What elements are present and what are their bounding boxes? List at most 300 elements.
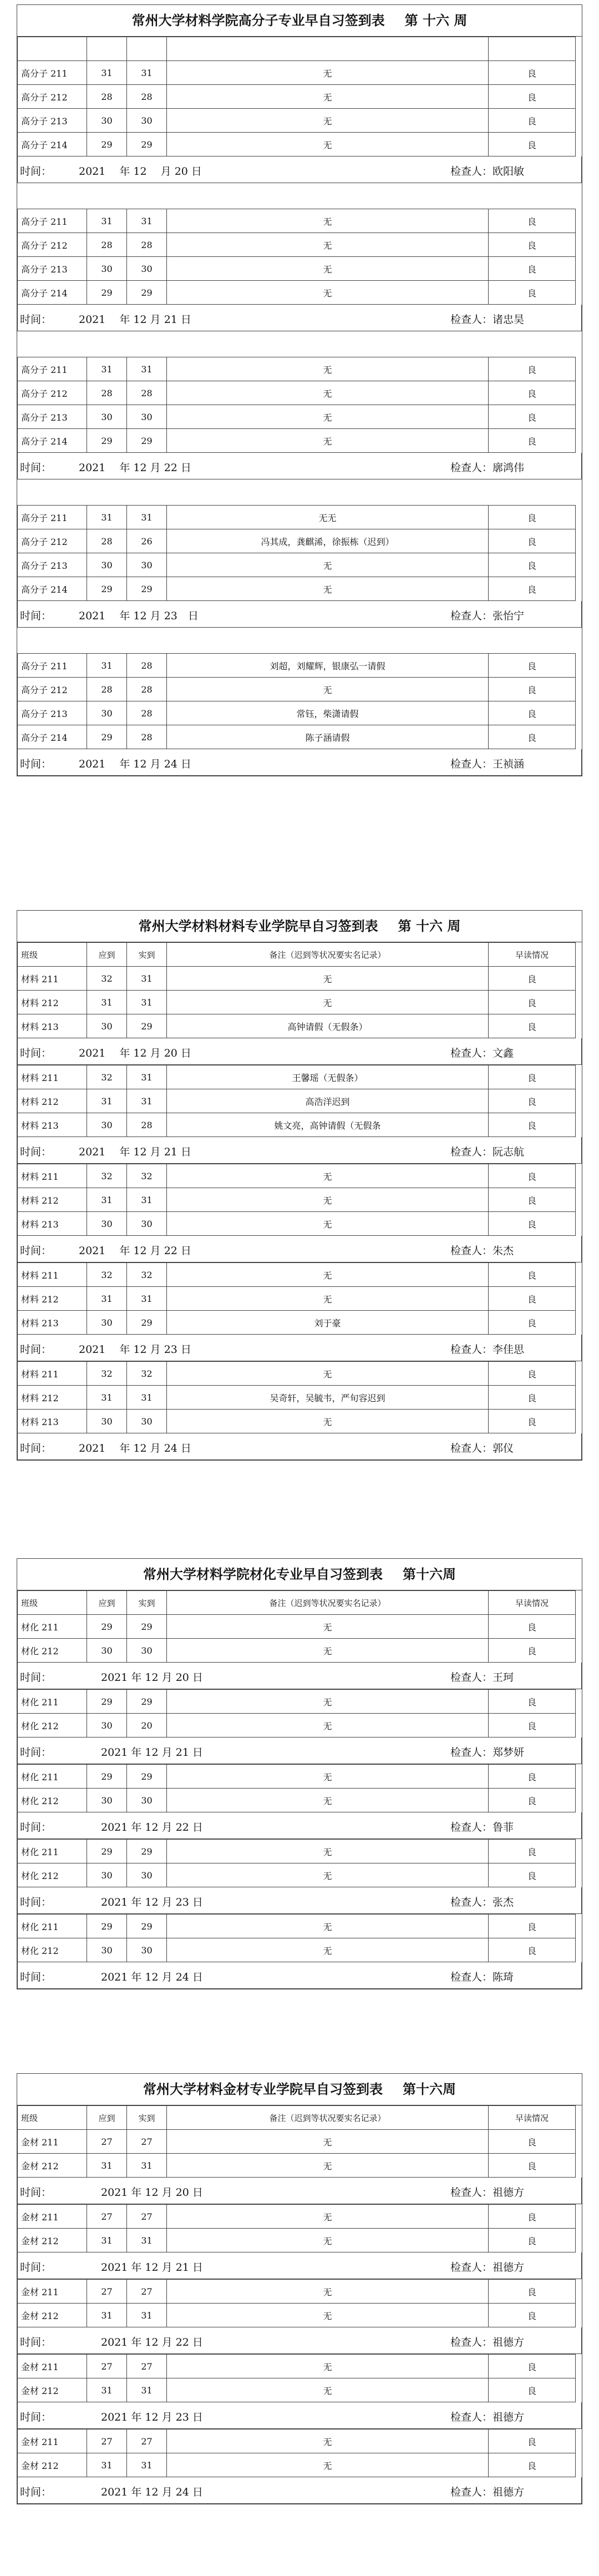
table-row [18, 2205, 576, 2229]
remark-cell: 无 [167, 281, 489, 305]
roster-table [17, 1164, 576, 1236]
reading-status-cell: 良 [489, 1287, 576, 1311]
remark-cell: 无 [167, 1410, 489, 1433]
roster-table [17, 1839, 576, 1887]
reading-status-cell: 良 [489, 2154, 576, 2178]
date-checker-row [17, 1737, 582, 1764]
expected-count-cell [87, 37, 127, 61]
remark-cell: 刘于豪 [167, 1311, 489, 1335]
remark-cell: 无 [167, 1915, 489, 1938]
table-row [18, 1311, 576, 1335]
table-row [18, 1714, 576, 1737]
class-cell: 材料 213 [18, 1113, 87, 1137]
remark-cell: 无 [167, 2205, 489, 2229]
reading-status-cell: 良 [489, 1113, 576, 1137]
remark-cell: 无 [167, 209, 489, 233]
reading-status-cell: 良 [489, 1639, 576, 1663]
reading-status-cell: 良 [489, 1263, 576, 1287]
expected-count-cell: 31 [87, 357, 127, 381]
time-label: 时间： [20, 1896, 52, 1908]
table-row [18, 257, 576, 281]
table-row [18, 209, 576, 233]
remark-cell: 无 [167, 2378, 489, 2402]
table-row [18, 1113, 576, 1137]
sheet-title-text: 常州大学材料材料专业学院早自习签到表 [138, 918, 378, 934]
class-cell: 高分子 213 [18, 257, 87, 281]
checker-name: 检查人：祖德方 [450, 2486, 525, 2498]
class-cell: 金材 212 [18, 2453, 87, 2477]
class-cell: 高分子 211 [18, 61, 87, 85]
remark-cell: 王馨瑶（无假条） [167, 1065, 489, 1089]
present-count-cell: 30 [127, 553, 167, 577]
present-count-cell: 30 [127, 1789, 167, 1812]
remark-cell: 无 [167, 257, 489, 281]
remark-cell: 陈子涵请假 [167, 725, 489, 749]
present-count-cell: 29 [127, 1840, 167, 1863]
remark-cell [167, 37, 489, 61]
class-cell: 材化 212 [18, 1714, 87, 1737]
class-cell [18, 37, 87, 61]
reading-status-cell: 良 [489, 2304, 576, 2327]
time-label: 时间： [20, 1671, 52, 1684]
time-label: 时间： [20, 1343, 52, 1356]
remark-cell: 无 [167, 991, 489, 1014]
table-row [18, 281, 576, 305]
expected-count-cell: 30 [87, 257, 127, 281]
class-cell: 班级 [18, 1591, 87, 1615]
expected-count-cell: 31 [87, 1287, 127, 1311]
checker-name: 检查人：祖德方 [450, 2336, 525, 2348]
expected-count-cell: 29 [87, 1615, 127, 1639]
expected-count-cell: 应到 [87, 1591, 127, 1615]
remark-cell: 无 [167, 2280, 489, 2304]
sheet-title [17, 1559, 582, 1590]
week-label: 第 十六 周 [404, 12, 468, 28]
remark-cell: 无 [167, 2130, 489, 2154]
roster-table [17, 2279, 576, 2327]
date-checker-row [17, 2477, 582, 2504]
date-checker-row [17, 453, 582, 479]
week-label: 第 十六 周 [398, 918, 461, 934]
remark-cell: 无 [167, 381, 489, 405]
remark-cell: 无 [167, 1212, 489, 1236]
reading-status-cell: 良 [489, 1690, 576, 1714]
class-cell: 材料 211 [18, 1362, 87, 1386]
present-count-cell: 31 [127, 1188, 167, 1212]
class-cell: 金材 211 [18, 2355, 87, 2378]
date-text: 2021 年 12 月 23 日 [79, 610, 199, 622]
expected-count-cell: 28 [87, 233, 127, 257]
checker-name: 检查人：张杰 [450, 1896, 514, 1908]
present-count-cell: 31 [127, 2378, 167, 2402]
class-cell: 材料 211 [18, 1263, 87, 1287]
date-text: 2021 年 12 月 20 日 [79, 165, 202, 178]
expected-count-cell: 32 [87, 1065, 127, 1089]
present-count-cell: 31 [127, 1089, 167, 1113]
reading-status-cell: 早读情况 [489, 1591, 576, 1615]
reading-status-cell: 良 [489, 991, 576, 1014]
reading-status-cell: 良 [489, 2130, 576, 2154]
table-row [18, 967, 576, 991]
present-count-cell: 29 [127, 429, 167, 453]
expected-count-cell: 27 [87, 2429, 127, 2453]
reading-status-cell: 良 [489, 577, 576, 601]
checker-name: 检查人：王珂 [450, 1671, 514, 1684]
block-spacer [17, 628, 582, 653]
present-count-cell: 28 [127, 233, 167, 257]
expected-count-cell: 29 [87, 725, 127, 749]
roster-table [17, 1262, 576, 1335]
date-checker-row [17, 1663, 582, 1689]
present-count-cell: 30 [127, 1212, 167, 1236]
class-cell: 材化 212 [18, 1789, 87, 1812]
remark-cell: 刘超，刘耀辉，银康弘一请假 [167, 654, 489, 678]
expected-count-cell: 29 [87, 133, 127, 156]
table-row [18, 357, 576, 381]
class-cell: 材化 212 [18, 1863, 87, 1887]
table-row [18, 1639, 576, 1663]
roster-table [17, 1590, 576, 1663]
table-row [18, 654, 576, 678]
class-cell: 高分子 211 [18, 506, 87, 529]
table-row [18, 2280, 576, 2304]
table-row [18, 991, 576, 1014]
expected-count-cell: 30 [87, 1639, 127, 1663]
remark-cell: 无 [167, 678, 489, 701]
expected-count-cell: 31 [87, 2378, 127, 2402]
roster-table [17, 1065, 576, 1137]
reading-status-cell: 良 [489, 2378, 576, 2402]
remark-cell: 无 [167, 2304, 489, 2327]
table-header-row [18, 1591, 576, 1615]
checker-name: 检查人：张怡宁 [450, 610, 525, 622]
present-count-cell: 29 [127, 1690, 167, 1714]
expected-count-cell: 31 [87, 2229, 127, 2252]
class-cell: 高分子 213 [18, 553, 87, 577]
roster-table [17, 2204, 576, 2252]
time-label: 时间： [20, 462, 52, 474]
class-cell: 材料 211 [18, 967, 87, 991]
block-spacer [17, 331, 582, 357]
present-count-cell: 28 [127, 725, 167, 749]
time-label: 时间： [20, 1146, 52, 1158]
class-cell: 金材 211 [18, 2130, 87, 2154]
present-count-cell: 31 [127, 506, 167, 529]
date-checker-row [17, 1887, 582, 1914]
date-text: 2021 年 12 月 22 日 [101, 2336, 203, 2348]
date-text: 2021 年 12 月 23 日 [101, 2411, 203, 2423]
table-row [18, 1014, 576, 1038]
class-cell: 材料 212 [18, 1287, 87, 1311]
sheet-title-text: 常州大学材料学院高分子专业早自习签到表 [131, 12, 385, 28]
sheet-title [17, 5, 582, 37]
checker-name: 检查人：祖德方 [450, 2261, 525, 2274]
reading-status-cell: 良 [489, 85, 576, 109]
remark-cell: 无 [167, 133, 489, 156]
expected-count-cell: 31 [87, 1188, 127, 1212]
time-label: 时间： [20, 2411, 52, 2423]
table-row [18, 1690, 576, 1714]
present-count-cell: 27 [127, 2130, 167, 2154]
present-count-cell: 实到 [127, 1591, 167, 1615]
time-label: 时间： [20, 610, 52, 622]
sheet-title-text: 常州大学材料金材专业学院早自习签到表 [143, 2081, 383, 2097]
table-row [18, 1362, 576, 1386]
remark-cell: 备注（迟到等状况要实名记录） [167, 1591, 489, 1615]
checker-name: 检查人：廓鸿伟 [450, 462, 525, 474]
date-text: 2021 年 12 月 21 日 [101, 2261, 203, 2274]
roster-table [17, 37, 576, 156]
expected-count-cell: 30 [87, 109, 127, 133]
remark-cell: 备注（迟到等状况要实名记录） [167, 2106, 489, 2130]
date-text: 2021 年 12 月 20 日 [101, 1671, 203, 1684]
present-count-cell: 31 [127, 61, 167, 85]
date-text: 2021 年 12 月 23 日 [79, 1343, 191, 1356]
sheet-title [17, 911, 582, 942]
expected-count-cell: 31 [87, 991, 127, 1014]
present-count-cell: 31 [127, 2229, 167, 2252]
present-count-cell: 27 [127, 2205, 167, 2229]
reading-status-cell: 良 [489, 405, 576, 429]
present-count-cell: 29 [127, 1014, 167, 1038]
table-row [18, 553, 576, 577]
table-row [18, 1410, 576, 1433]
table-row [18, 1938, 576, 1962]
remark-cell: 无 [167, 429, 489, 453]
present-count-cell: 29 [127, 1615, 167, 1639]
reading-status-cell: 良 [489, 1014, 576, 1038]
present-count-cell: 实到 [127, 943, 167, 967]
present-count-cell: 31 [127, 209, 167, 233]
time-label: 时间： [20, 2261, 52, 2274]
expected-count-cell: 30 [87, 1938, 127, 1962]
expected-count-cell: 30 [87, 1789, 127, 1812]
table-row [18, 2154, 576, 2178]
class-cell: 班级 [18, 943, 87, 967]
remark-cell: 吴奇轩，吴毓韦，严旬容迟到 [167, 1386, 489, 1410]
reading-status-cell: 良 [489, 1362, 576, 1386]
class-cell: 材化 211 [18, 1915, 87, 1938]
class-cell: 高分子 214 [18, 281, 87, 305]
reading-status-cell: 良 [489, 1089, 576, 1113]
present-count-cell: 30 [127, 405, 167, 429]
remark-cell: 无 [167, 109, 489, 133]
attendance-sheet [17, 1558, 582, 1989]
reading-status-cell: 早读情况 [489, 943, 576, 967]
table-row [18, 2355, 576, 2378]
table-row [18, 2229, 576, 2252]
expected-count-cell: 30 [87, 1311, 127, 1335]
remark-cell: 备注（迟到等状况要实名记录） [167, 943, 489, 967]
date-text: 2021 年 12 月 22 日 [79, 462, 191, 474]
checker-name: 检查人：祖德方 [450, 2411, 525, 2423]
reading-status-cell: 良 [489, 1164, 576, 1188]
expected-count-cell: 29 [87, 429, 127, 453]
class-cell: 高分子 212 [18, 529, 87, 553]
table-row [18, 1615, 576, 1639]
remark-cell: 无 [167, 1863, 489, 1887]
reading-status-cell: 良 [489, 1765, 576, 1789]
table-row [18, 678, 576, 701]
date-text: 2021 年 12 月 21 日 [101, 1746, 203, 1759]
reading-status-cell: 良 [489, 2429, 576, 2453]
class-cell: 材化 212 [18, 1938, 87, 1962]
date-checker-row [17, 749, 582, 776]
class-cell: 高分子 213 [18, 405, 87, 429]
reading-status-cell: 良 [489, 553, 576, 577]
expected-count-cell: 27 [87, 2130, 127, 2154]
table-row [18, 2453, 576, 2477]
roster-table [17, 357, 576, 453]
class-cell: 材料 213 [18, 1410, 87, 1433]
remark-cell: 无 [167, 577, 489, 601]
expected-count-cell: 29 [87, 1690, 127, 1714]
remark-cell: 无 [167, 2229, 489, 2252]
remark-cell: 无 [167, 2429, 489, 2453]
present-count-cell [127, 37, 167, 61]
remark-cell: 无 [167, 1362, 489, 1386]
expected-count-cell: 29 [87, 1765, 127, 1789]
class-cell: 高分子 212 [18, 85, 87, 109]
table-row [18, 1863, 576, 1887]
expected-count-cell: 29 [87, 281, 127, 305]
class-cell: 材化 211 [18, 1690, 87, 1714]
reading-status-cell: 良 [489, 61, 576, 85]
table-row [18, 1212, 576, 1236]
table-row [18, 85, 576, 109]
reading-status-cell: 良 [489, 357, 576, 381]
table-header-row [18, 943, 576, 967]
reading-status-cell: 良 [489, 506, 576, 529]
week-label: 第十六周 [403, 2081, 456, 2097]
block-spacer [17, 183, 582, 209]
reading-status-cell: 良 [489, 1615, 576, 1639]
table-row [18, 133, 576, 156]
expected-count-cell: 31 [87, 2453, 127, 2477]
date-text: 2021 年 12 月 24 日 [101, 1971, 203, 1983]
reading-status-cell: 良 [489, 1410, 576, 1433]
class-cell: 材料 213 [18, 1014, 87, 1038]
remark-cell: 无 [167, 2453, 489, 2477]
present-count-cell: 31 [127, 1287, 167, 1311]
date-text: 2021 年 12 月 24 日 [79, 758, 191, 770]
present-count-cell: 29 [127, 1311, 167, 1335]
table-row [18, 577, 576, 601]
checker-name: 检查人：朱杰 [450, 1245, 514, 1257]
sheet-title [17, 2074, 582, 2105]
expected-count-cell: 31 [87, 1089, 127, 1113]
attendance-sheet [17, 4, 582, 776]
attendance-sheet [17, 910, 582, 1461]
roster-table [17, 1914, 576, 1962]
present-count-cell: 27 [127, 2429, 167, 2453]
roster-table [17, 209, 576, 305]
roster-table [17, 1689, 576, 1737]
present-count-cell: 27 [127, 2355, 167, 2378]
expected-count-cell: 31 [87, 654, 127, 678]
present-count-cell: 20 [127, 1714, 167, 1737]
reading-status-cell: 良 [489, 209, 576, 233]
remark-cell: 无 [167, 1840, 489, 1863]
date-checker-row [17, 2178, 582, 2204]
present-count-cell: 实到 [127, 2106, 167, 2130]
class-cell: 高分子 214 [18, 133, 87, 156]
reading-status-cell: 良 [489, 725, 576, 749]
remark-cell: 常钰，柴潇请假 [167, 701, 489, 725]
class-cell: 高分子 212 [18, 381, 87, 405]
remark-cell: 无 [167, 967, 489, 991]
present-count-cell: 29 [127, 577, 167, 601]
expected-count-cell: 27 [87, 2205, 127, 2229]
checker-name: 检查人：王祯涵 [450, 758, 525, 770]
table-header-row [18, 37, 576, 61]
checker-name: 检查人：文鑫 [450, 1047, 514, 1059]
class-cell: 材料 213 [18, 1311, 87, 1335]
class-cell: 材化 211 [18, 1840, 87, 1863]
present-count-cell: 32 [127, 1362, 167, 1386]
reading-status-cell: 良 [489, 281, 576, 305]
expected-count-cell: 31 [87, 2154, 127, 2178]
remark-cell: 无 [167, 1188, 489, 1212]
date-text: 2021 年 12 月 21 日 [79, 1146, 191, 1158]
remark-cell: 无 [167, 61, 489, 85]
checker-name: 检查人：陈琦 [450, 1971, 514, 1983]
present-count-cell: 31 [127, 2154, 167, 2178]
expected-count-cell: 27 [87, 2355, 127, 2378]
reading-status-cell: 良 [489, 381, 576, 405]
expected-count-cell: 31 [87, 209, 127, 233]
class-cell: 高分子 214 [18, 725, 87, 749]
time-label: 时间： [20, 165, 52, 178]
sheet-title-text: 常州大学材料学院材化专业早自习签到表 [143, 1566, 383, 1582]
time-label: 时间： [20, 2336, 52, 2348]
present-count-cell: 30 [127, 1863, 167, 1887]
expected-count-cell: 30 [87, 1410, 127, 1433]
table-row [18, 725, 576, 749]
reading-status-cell: 良 [489, 1188, 576, 1212]
reading-status-cell: 良 [489, 2280, 576, 2304]
class-cell: 材化 211 [18, 1765, 87, 1789]
remark-cell: 无无 [167, 506, 489, 529]
remark-cell: 无 [167, 233, 489, 257]
remark-cell: 冯其成，龚麒浠，徐振栋（迟到） [167, 529, 489, 553]
remark-cell: 无 [167, 1714, 489, 1737]
date-text: 2021 年 12 月 22 日 [79, 1245, 191, 1257]
date-checker-row [17, 2252, 582, 2279]
roster-table [17, 505, 576, 601]
table-row [18, 1164, 576, 1188]
reading-status-cell: 良 [489, 1840, 576, 1863]
expected-count-cell: 32 [87, 1164, 127, 1188]
class-cell: 高分子 214 [18, 577, 87, 601]
reading-status-cell: 良 [489, 2229, 576, 2252]
checker-name: 检查人：郭仪 [450, 1442, 514, 1454]
remark-cell: 无 [167, 553, 489, 577]
expected-count-cell: 31 [87, 2304, 127, 2327]
class-cell: 高分子 211 [18, 357, 87, 381]
date-checker-row [17, 1812, 582, 1839]
week-label: 第十六周 [403, 1566, 456, 1582]
reading-status-cell: 良 [489, 1714, 576, 1737]
date-text: 2021 年 12 月 22 日 [101, 1821, 203, 1833]
roster-table [17, 942, 576, 1038]
reading-status-cell: 良 [489, 678, 576, 701]
table-row [18, 381, 576, 405]
table-row [18, 1188, 576, 1212]
reading-status-cell: 良 [489, 1386, 576, 1410]
roster-table [17, 2354, 576, 2402]
table-row [18, 1765, 576, 1789]
